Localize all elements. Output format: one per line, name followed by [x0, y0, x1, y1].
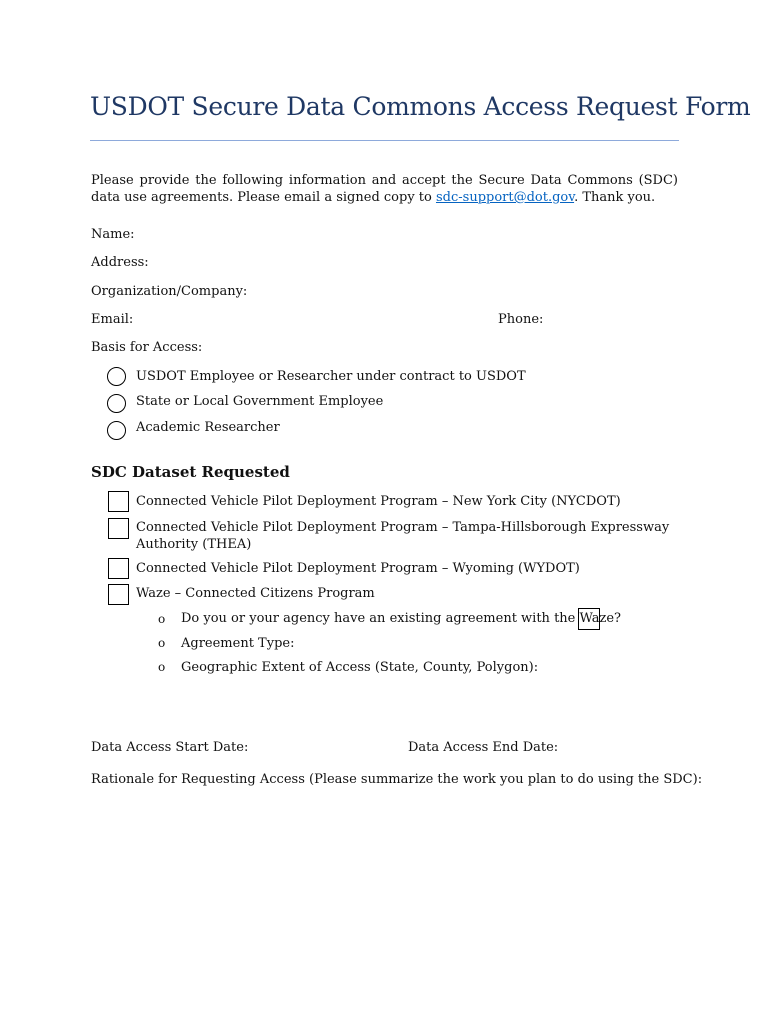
radio-label-academic-researcher: Academic Researcher [136, 420, 280, 435]
dataset-label-waze: Waze – Connected Citizens Program [136, 586, 375, 601]
radio-state-local-employee[interactable] [107, 394, 126, 413]
page-title: USDOT Secure Data Commons Access Request Form [90, 92, 751, 121]
dataset-label-thea: Connected Vehicle Pilot Deployment Program – Tampa-Hillsborough Expressway Authority (THEA) [136, 520, 670, 552]
radio-label-state-local-employee: State or Local Government Employee [136, 394, 384, 409]
intro-text-end: . Thank you. [574, 190, 656, 205]
name-label: Name: [91, 227, 135, 242]
radio-academic-researcher[interactable] [107, 421, 126, 440]
intro-paragraph [91, 172, 678, 206]
start-date-label: Data Access Start Date: [91, 740, 249, 755]
agreement-type-label: Agreement Type: [181, 636, 295, 651]
bullet: o [158, 660, 166, 674]
email-label: Email: [91, 312, 134, 327]
end-date-label: Data Access End Date: [408, 740, 559, 755]
checkbox-thea[interactable] [108, 518, 129, 539]
radio-usdot-employee[interactable] [107, 367, 126, 386]
bullet: o [158, 612, 166, 626]
checkbox-waze-existing-agreement[interactable] [578, 608, 600, 630]
datasets-heading: SDC Dataset Requested [91, 463, 290, 481]
checkbox-waze[interactable] [108, 584, 129, 605]
address-label: Address: [91, 255, 149, 270]
geographic-extent-label: Geographic Extent of Access (State, County, Polygon): [181, 660, 539, 675]
bullet: o [158, 636, 166, 650]
title-divider [90, 140, 679, 141]
organization-label: Organization/Company: [91, 284, 248, 299]
dataset-label-wydot: Connected Vehicle Pilot Deployment Program – Wyoming (WYDOT) [136, 561, 580, 576]
checkbox-wydot[interactable] [108, 558, 129, 579]
basis-label: Basis for Access: [91, 340, 203, 355]
checkbox-nycdot[interactable] [108, 491, 129, 512]
rationale-label: Rationale for Requesting Access (Please summarize the work you plan to do using the SDC): [91, 772, 703, 787]
intro-text: Please provide the following information and accept the Secure Data Commons (SDC) data use agreements. Please email a signed copy to [91, 173, 678, 205]
dataset-label-nycdot: Connected Vehicle Pilot Deployment Program – New York City (NYCDOT) [136, 494, 621, 509]
support-email-link[interactable]: sdc-support@dot.gov [435, 190, 575, 205]
waze-agreement-question: Do you or your agency have an existing agreement with the Waze? [181, 611, 621, 626]
radio-label-usdot-employee: USDOT Employee or Researcher under contract to USDOT [136, 369, 526, 384]
phone-label: Phone: [498, 312, 544, 327]
